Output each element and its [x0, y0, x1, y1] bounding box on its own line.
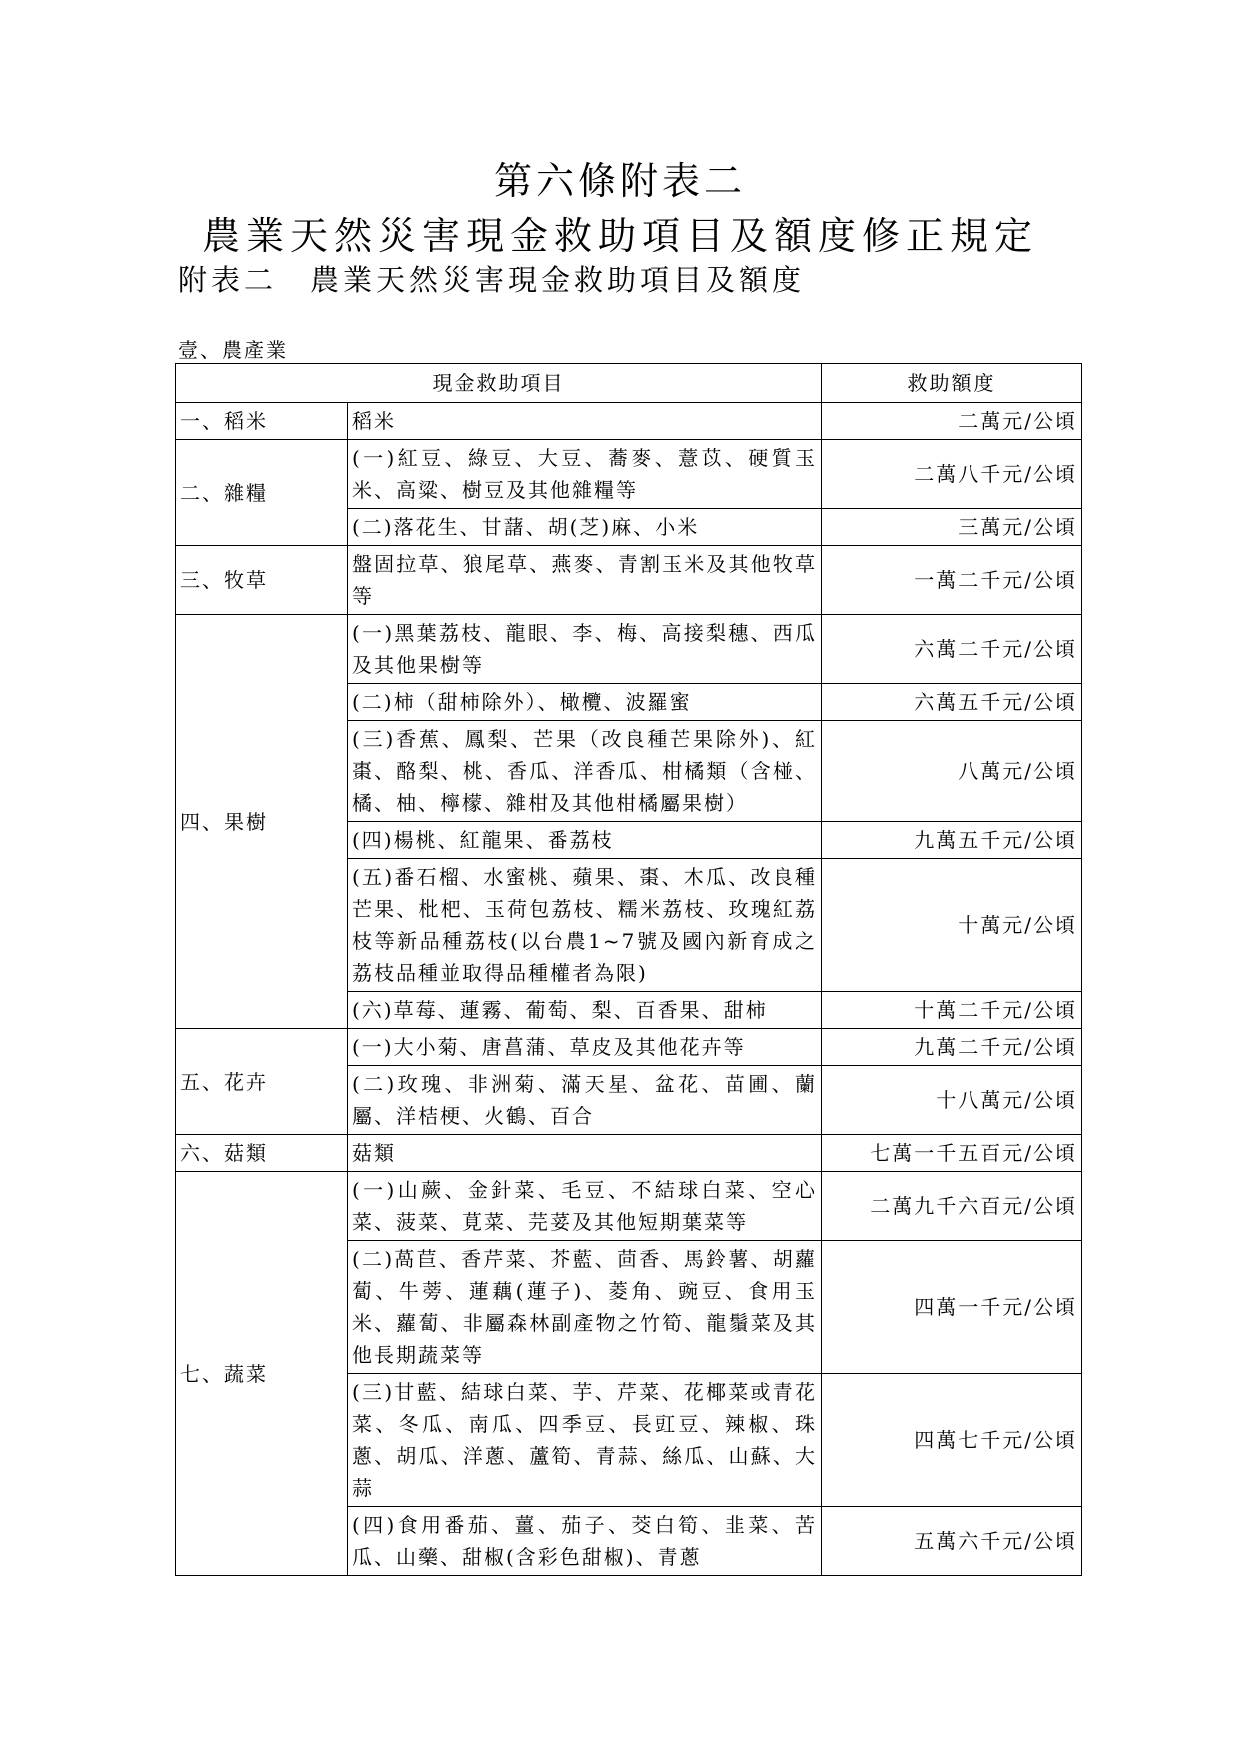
item-cell: (三)甘藍、結球白菜、芋、芹菜、花椰菜或青花菜、冬瓜、南瓜、四季豆、長豇豆、辣椒、珠蔥、胡瓜、洋蔥、蘆筍、青蒜、絲瓜、山蘇、大蒜 — [348, 1374, 822, 1507]
item-cell: (三)香蕉、鳳梨、芒果（改良種芒果除外)、紅棗、酪梨、桃、香瓜、洋香瓜、柑橘類（含椪、橘、柚、檸檬、雜柑及其他柑橘屬果樹） — [348, 721, 822, 822]
table-row — [176, 1029, 1082, 1066]
amount-cell: 十萬二千元/公頃 — [822, 992, 1082, 1029]
amount-cell: 二萬九千六百元/公頃 — [822, 1172, 1082, 1241]
item-cell: 菇類 — [348, 1135, 822, 1172]
item-cell: (一)山蕨、金針菜、毛豆、不結球白菜、空心菜、菠菜、莧菜、芫荽及其他短期葉菜等 — [348, 1172, 822, 1241]
table-row — [176, 615, 1082, 684]
amount-cell: 九萬五千元/公頃 — [822, 822, 1082, 859]
table-row — [176, 1172, 1082, 1241]
amount-cell: 七萬一千五百元/公頃 — [822, 1135, 1082, 1172]
amount-cell: 四萬一千元/公頃 — [822, 1241, 1082, 1374]
table-row — [176, 546, 1082, 615]
amount-cell: 三萬元/公頃 — [822, 509, 1082, 546]
item-cell: (四)食用番茄、薑、茄子、茭白筍、韭菜、苦瓜、山藥、甜椒(含彩色甜椒)、青蔥 — [348, 1507, 822, 1576]
item-cell: (一)大小菊、唐菖蒲、草皮及其他花卉等 — [348, 1029, 822, 1066]
item-cell: (二)玫瑰、非洲菊、滿天星、盆花、苗圃、蘭屬、洋桔梗、火鶴、百合 — [348, 1066, 822, 1135]
item-cell: (一)紅豆、綠豆、大豆、蕎麥、薏苡、硬質玉米、高粱、樹豆及其他雜糧等 — [348, 440, 822, 509]
item-cell: 盤固拉草、狼尾草、燕麥、青割玉米及其他牧草等 — [348, 546, 822, 615]
table-subtitle: 附表二 農業天然災害現金救助項目及額度 — [178, 263, 806, 297]
amount-cell: 一萬二千元/公頃 — [822, 546, 1082, 615]
amount-cell: 二萬八千元/公頃 — [822, 440, 1082, 509]
item-cell: (六)草莓、蓮霧、葡萄、梨、百香果、甜柿 — [348, 992, 822, 1029]
category-cell: 一、稻米 — [176, 403, 348, 440]
item-cell: (一)黑葉荔枝、龍眼、李、梅、高接梨穗、西瓜及其他果樹等 — [348, 615, 822, 684]
category-cell: 六、菇類 — [176, 1135, 348, 1172]
item-cell: (二)柿（甜柿除外）、橄欖、波羅蜜 — [348, 684, 822, 721]
item-cell: (二)落花生、甘藷、胡(芝)麻、小米 — [348, 509, 822, 546]
amount-cell: 二萬元/公頃 — [822, 403, 1082, 440]
regulation-title: 農業天然災害現金救助項目及額度修正規定 — [201, 214, 1038, 258]
category-cell: 三、牧草 — [176, 546, 348, 615]
table-row — [176, 440, 1082, 509]
amount-cell: 六萬五千元/公頃 — [822, 684, 1082, 721]
item-cell: (四)楊桃、紅龍果、番荔枝 — [348, 822, 822, 859]
amount-cell: 四萬七千元/公頃 — [822, 1374, 1082, 1507]
category-cell: 四、果樹 — [176, 615, 348, 1029]
document-title: 第六條附表二 — [493, 159, 746, 203]
header-amount: 救助額度 — [822, 364, 1082, 403]
table-row — [176, 1135, 1082, 1172]
header-item: 現金救助項目 — [176, 364, 822, 403]
item-cell: (五)番石榴、水蜜桃、蘋果、棗、木瓜、改良種芒果、枇杷、玉荷包荔枝、糯米荔枝、玫瑰紅荔枝等新品種荔枝(以台農1~7號及國內新育成之荔枝品種並取得品種權者為限) — [348, 859, 822, 992]
amount-cell: 十八萬元/公頃 — [822, 1066, 1082, 1135]
relief-table — [175, 363, 1082, 1576]
item-cell: 稻米 — [348, 403, 822, 440]
category-cell: 二、雜糧 — [176, 440, 348, 546]
item-cell: (二)萵苣、香芹菜、芥藍、茴香、馬鈴薯、胡蘿蔔、牛蒡、蓮藕(蓮子)、菱角、豌豆、食用玉米、蘿蔔、非屬森林副產物之竹筍、龍鬚菜及其他長期蔬菜等 — [348, 1241, 822, 1374]
category-cell: 七、蔬菜 — [176, 1172, 348, 1576]
amount-cell: 九萬二千元/公頃 — [822, 1029, 1082, 1066]
amount-cell: 十萬元/公頃 — [822, 859, 1082, 992]
category-cell: 五、花卉 — [176, 1029, 348, 1135]
amount-cell: 五萬六千元/公頃 — [822, 1507, 1082, 1576]
amount-cell: 八萬元/公頃 — [822, 721, 1082, 822]
table-header-row — [176, 364, 1082, 403]
table-row — [176, 403, 1082, 440]
amount-cell: 六萬二千元/公頃 — [822, 615, 1082, 684]
section-heading: 壹、農產業 — [178, 338, 288, 362]
table-body — [176, 403, 1082, 1576]
